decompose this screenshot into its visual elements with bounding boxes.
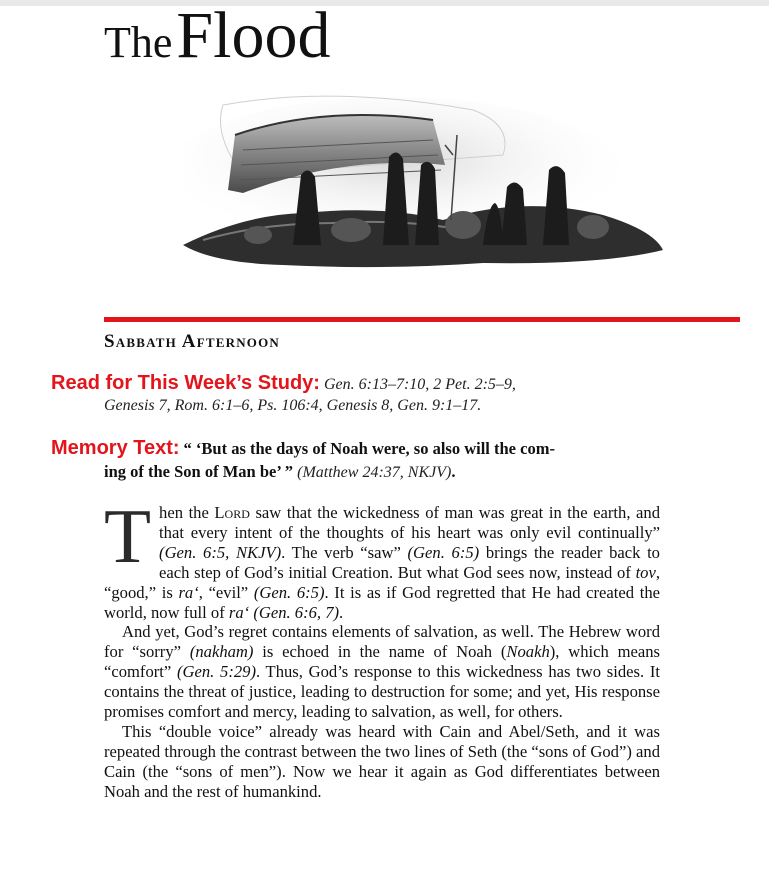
memory-quote-line1: “ ‘But as the days of Noah were, so also will the com- <box>183 439 555 458</box>
section-divider <box>104 317 740 322</box>
page-title <box>104 0 330 74</box>
memory-quote-line2: ing of the Son of Man be’ ” <box>104 462 293 481</box>
paragraph-2: And yet, God’s regret contains elements of salvation, as well. The Hebrew word for “sorry” (nakham) is echoed in the name of Noah (Noakh), which means “comfort” (Gen. 5:29). Thus, God’s response to this wickedness has two sides. It contains the threat of justice, leading to destruction for some; and yet, His response promises comfort and mercy, leading to salvation, as well, for others. <box>104 622 661 722</box>
memory-label: Memory Text: <box>51 437 180 459</box>
read-for-study <box>51 373 681 416</box>
section-heading: Sabbath Afternoon <box>104 331 280 352</box>
read-refs-line2: Genesis 7, Rom. 6:1–6, Ps. 106:4, Genesis 8, Gen. 9:1–17. <box>104 397 482 414</box>
title-flood: Flood <box>176 0 331 72</box>
noahs-ark-illustration <box>183 95 663 285</box>
paragraph-3: This “double voice” already was heard with Cain and Abel/Seth, and it was repeated through the contrast between the two lines of Seth (the “sons of God”) and Cain (the “sons of men”). Now we hear it again as God differentiates between Noah and the rest of humankind. <box>104 721 660 801</box>
body-text <box>104 493 661 802</box>
read-label: Read for This Week’s Study: <box>51 372 320 394</box>
paragraph-1: Then the Lord saw that the wickedness of man was great in the earth, and that every intent of the thoughts of his heart was only evil continually” (Gen. 6:5, NKJV). The verb “saw” (Gen. 6:5) brings the reader back to each step of God’s initial Creation. But what God sees now, instead of tov, “good,” is ra‘, “evil” (Gen. 6:5). It is as if God regretted that He had created the world, now full of ra‘ (Gen. 6:6, 7). <box>104 493 660 622</box>
drop-cap: T <box>104 493 152 579</box>
memory-citation: (Matthew 24:37, NKJV) <box>297 464 452 481</box>
memory-end: . <box>451 462 456 481</box>
title-the: The <box>104 18 173 67</box>
read-refs-line1: Gen. 6:13–7:10, 2 Pet. 2:5–9, <box>323 376 516 393</box>
memory-text <box>51 437 691 484</box>
